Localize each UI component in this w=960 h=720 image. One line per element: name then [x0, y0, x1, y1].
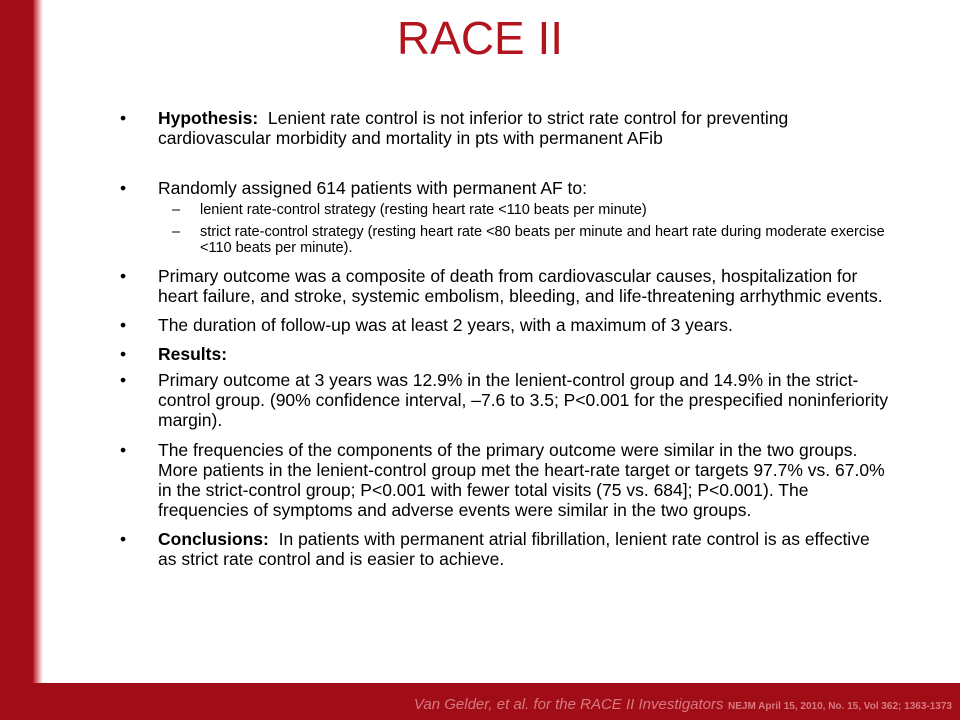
bullet-randomization — [120, 178, 890, 198]
conclusions-label: Conclusions: — [158, 529, 269, 549]
sub-bullet-strict — [120, 224, 890, 256]
slide-body — [120, 108, 890, 569]
bullet-components — [120, 440, 890, 520]
left-accent-gradient — [33, 0, 43, 720]
primary-results-text: Primary outcome at 3 years was 12.9% in the lenient-control group and 14.9% in the strict-control group. (90% confidence interval, –7.6 to 3.5; P<0.001 for the prespecified noninferiority margin). — [158, 370, 889, 430]
left-accent-band — [0, 0, 33, 720]
bullet-results — [120, 344, 890, 364]
bullet-conclusions — [120, 529, 890, 569]
bullet-primary-outcome — [120, 266, 890, 306]
strict-text: strict rate-control strategy (resting heart rate <80 beats per minute and heart rate during moderate exercise <110 beats per minute). — [200, 224, 885, 256]
results-label: Results: — [158, 344, 228, 364]
bullet-hypothesis — [120, 108, 890, 148]
citation-journal: NEJM April 15, 2010, No. 15, Vol 362; 1363-1373 — [727, 701, 952, 712]
hypothesis-label: Hypothesis: — [158, 108, 259, 128]
follow-up-text: The duration of follow-up was at least 2 years, with a maximum of 3 years. — [158, 315, 733, 335]
randomization-text: Randomly assigned 614 patients with permanent AF to: — [158, 178, 587, 198]
conclusions-text: In patients with permanent atrial fibrillation, lenient rate control is as effective as strict rate control and is easier to achieve. — [158, 529, 870, 569]
lenient-text: lenient rate-control strategy (resting heart rate <110 beats per minute) — [200, 202, 647, 218]
citation-authors: Van Gelder, et al. for the RACE II Investigators — [413, 696, 724, 713]
citation — [414, 696, 952, 714]
primary-outcome-text: Primary outcome was a composite of death from cardiovascular causes, hospitalization for heart failure, and stroke, systemic embolism, bleeding, and life-threatening arrhythmic events. — [158, 266, 883, 306]
bullet-primary-results — [120, 370, 890, 430]
sub-bullet-lenient — [120, 202, 890, 218]
components-text: The frequencies of the components of the primary outcome were similar in the two groups. More patients in the lenient-control group met the heart-rate target or targets 97.7% vs. 67.0% in the strict-control group; P<0.001 with fewer total visits (75 vs. 684]; P<0.001). The frequencies of symptoms and adverse events were similar in the two groups. — [158, 440, 885, 520]
bullet-follow-up — [120, 315, 890, 335]
slide-title: RACE II — [396, 12, 564, 64]
hypothesis-text: Lenient rate control is not inferior to strict rate control for preventing cardiovascular morbidity and mortality in pts with permanent AFib — [158, 108, 789, 148]
